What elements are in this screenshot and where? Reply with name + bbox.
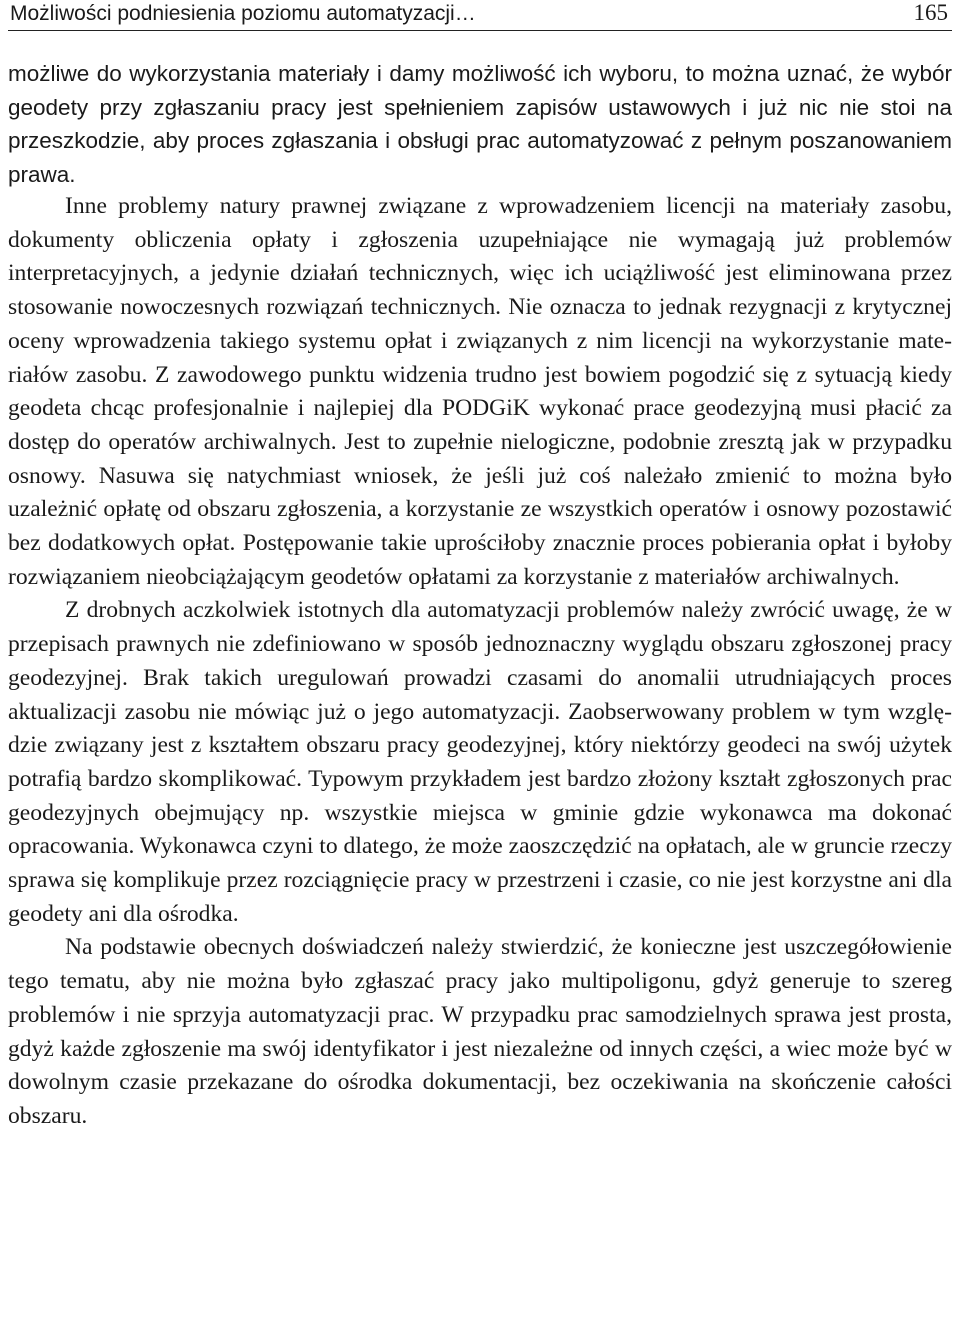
paragraph-license-problems: Inne problemy natury prawnej związane z wprowadzeniem licencji na materiały zasobu, dokumenty obliczenia opłaty i zgłoszenia uzupełniające nie wymagają już problemów interpretacyjnych, a jedynie działań technicznych, więc ich uciążliwość jest eliminowana przez stosowanie nowoczesnych rozwiązań technicznych. Nie oznacza to jednak rezygnacji z krytycznej oceny wprowadzenia takiego systemu opłat i związanych z nim licencji na wykorzystanie materiałów zasobu. Z zawodowego punktu widzenia trudno jest bowiem pogodzić się z sytuacją kiedy geodeta chcąc profesjonalnie i najlepiej dla PODGiK wykonać prace geodezyjną musi płacić za dostęp do operatów archiwalnych. Jest to zupełnie nielogiczne, podobnie zresztą jak w przypadku osnowy. Nasuwa się natychmiast wniosek, że jeśli już coś należało zmienić to można było uzależnić opłatę od obszaru zgłoszenia, a korzystanie ze wszystkich operatów i osnowy pozostawić bez dodatkowych opłat. Postępowanie takie uprościłoby znacznie proces pobierania opłat i byłoby rozwiązaniem nieobciążającym geodetów opłatami za korzystanie z materiałów archiwalnych. (8, 193, 952, 590)
paragraph-multipolygon: Na podstawie obecnych doświadczeń należy stwierdzić, że konieczne jest uszczegółowienie tego tematu, aby nie można było zgłaszać pracy jako multipoligonu, gdyż generuje to szereg problemów i nie sprzyja automatyzacji prac. W przypadku prac samodzielnych sprawa jest prosta, gdyż każde zgłoszenie ma swój identyfikator i jest niezależne od innych części, a wiec może być w dowolnym czasie przekazane do ośrodka dokumentacji, bez oczekiwania na skończenie całości obszaru. (8, 934, 952, 1129)
page-number: 165 (913, 0, 948, 25)
paragraph-work-area-shape: Z drobnych aczkolwiek istotnych dla automatyzacji problemów należy zwrócić uwagę, że w przepisach prawnych nie zdefiniowano w sposób jednoznaczny wyglądu obszaru zgłoszonej pracy geodezyjnej. Brak takich uregulowań prowadzi czasami do anomalii utrudniających proces aktualizacji zasobu nie mówiąc już o jego automatyzacji. Zaobserwowany problem w tym względzie związany jest z kształtem obszaru pracy geodezyjnej, który niektórzy geodeci na swój użytek potrafią bardzo skomplikować. Typowym przykładem jest bardzo złożony kształt zgłoszonych prac geodezyjnych obejmujący np. wszystkie miejsca w gminie gdzie wykonawca ma dokonać opracowania. Wykonawca czyni to dlatego, że może zaoszczędzić na opłatach, ale w gruncie rzeczy sprawa się komplikuje przez rozciągnięcie pracy w przestrzeni i czasie, co nie jest korzystne ani dla geodety ani dla ośrodka. (8, 597, 953, 927)
body-text (8, 190, 952, 1134)
running-header-title: Możliwości podniesienia poziomu automatyzacji… (10, 2, 476, 25)
running-header (8, 0, 952, 31)
intro-paragraph: możliwe do wykorzystania materiały i damy możliwość ich wyboru, to można uznać, że wybór geodety przy zgłaszaniu pracy jest spełnieniem zapisów ustawowych i już nic nie stoi na przeszkodzie, aby proces zgłaszania i obsługi prac automatyzować z pełnym poszanowaniem prawa. (8, 61, 952, 187)
